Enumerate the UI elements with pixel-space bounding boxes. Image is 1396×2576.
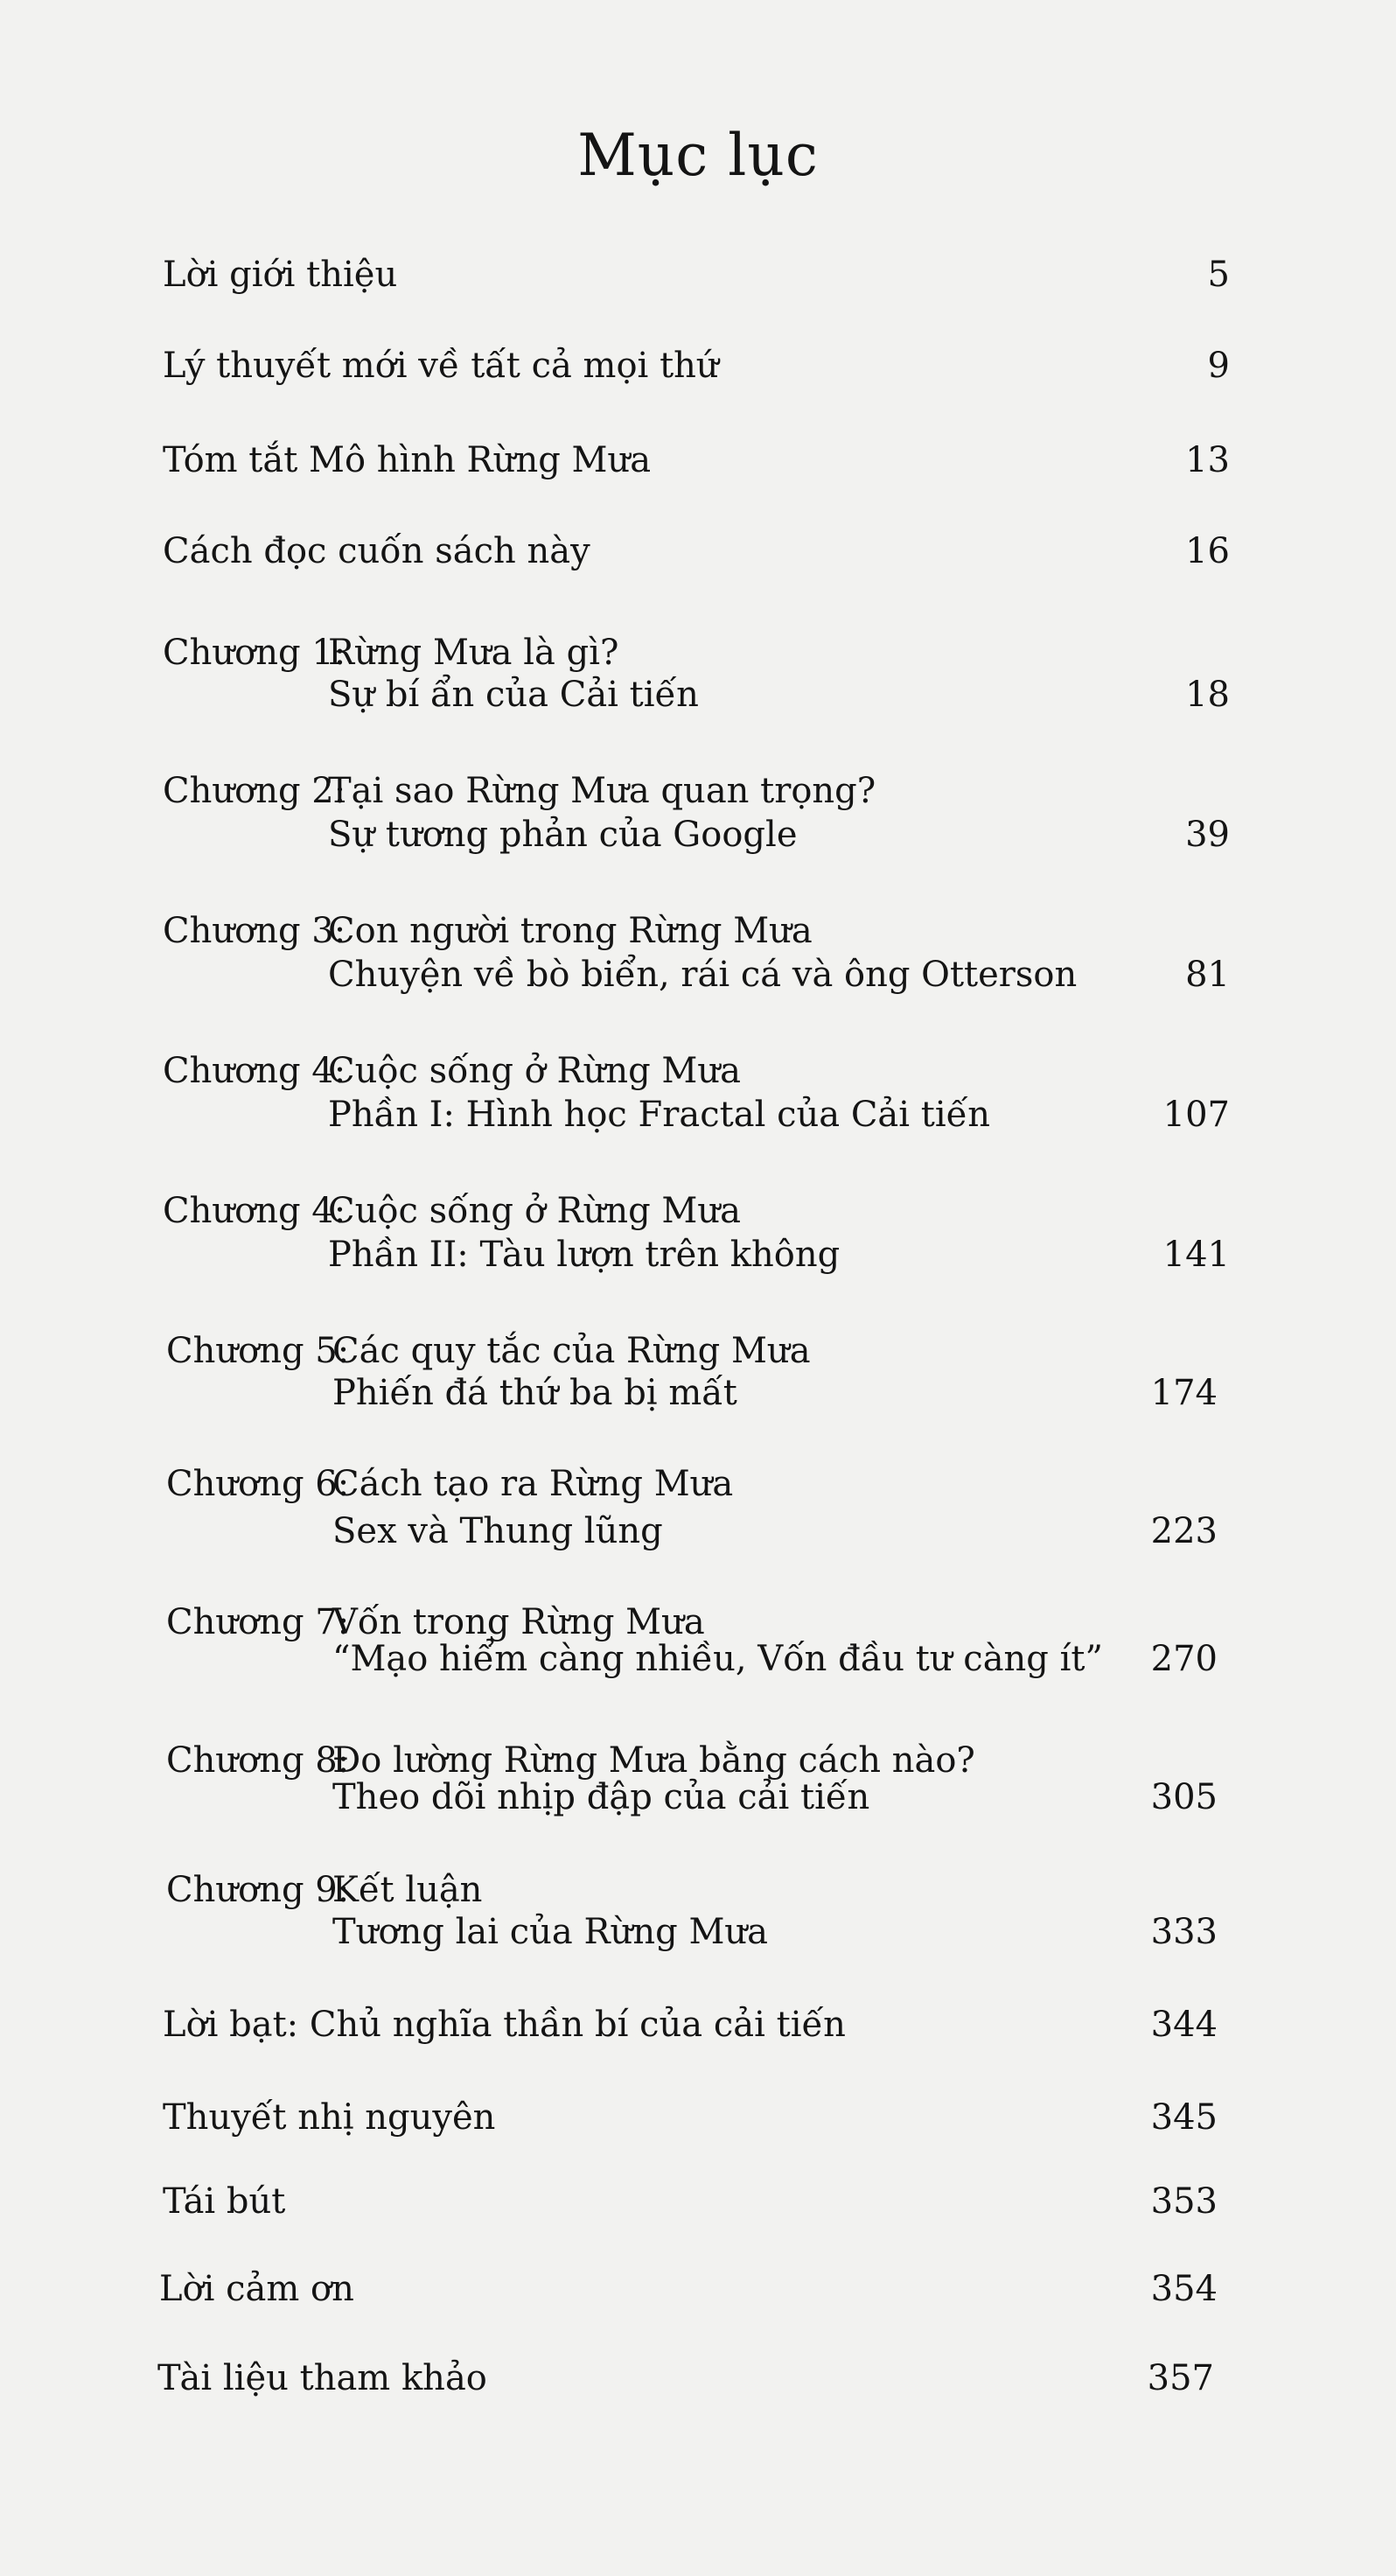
entry-page: 333 (1150, 1912, 1218, 1952)
entry-label: Cách đọc cuốn sách này (163, 531, 590, 571)
entry-page: 270 (1150, 1639, 1218, 1679)
chapter-title: Cách tạo ra Rừng Mưa (332, 1464, 734, 1504)
chapter-subtitle: Phiến đá thứ ba bị mất (332, 1373, 737, 1413)
chapter-subtitle: Theo dõi nhịp đập của cải tiến (332, 1777, 870, 1817)
entry-page: 81 (1185, 955, 1230, 995)
chapter-number: Chương 1: (163, 633, 346, 673)
chapter-subtitle: Tương lai của Rừng Mưa (332, 1912, 769, 1952)
page-title: Mục lục (577, 122, 819, 189)
chapter-title: Con người trong Rừng Mưa (328, 911, 813, 951)
entry-label: Thuyết nhị nguyên (163, 2097, 496, 2138)
chapter-subtitle: Chuyện về bò biển, rái cá và ông Otterson (328, 955, 1078, 995)
entry-page: 39 (1185, 815, 1230, 855)
chapter-subtitle: Sự bí ẩn của Cải tiến (328, 675, 699, 715)
entry-page: 223 (1150, 1511, 1218, 1551)
chapter-title: Rừng Mưa là gì? (328, 633, 619, 673)
entry-label: Tóm tắt Mô hình Rừng Mưa (163, 440, 652, 480)
chapter-subtitle: Sex và Thung lũng (332, 1511, 663, 1551)
entry-label: Lời giới thiệu (163, 255, 398, 295)
chapter-title: Đo lường Rừng Mưa bằng cách nào? (332, 1740, 975, 1781)
entry-label: Lý thuyết mới về tất cả mọi thứ (163, 346, 719, 386)
chapter-subtitle: Phần I: Hình học Fractal của Cải tiến (328, 1095, 991, 1135)
entry-page: 141 (1162, 1235, 1230, 1275)
chapter-number: Chương 6: (166, 1464, 350, 1504)
entry-page: 345 (1150, 2097, 1218, 2138)
entry-label: Tái bút (163, 2181, 286, 2222)
chapter-number: Chương 2: (163, 771, 346, 811)
entry-page: 357 (1147, 2358, 1214, 2398)
chapter-subtitle: “Mạo hiểm càng nhiều, Vốn đầu tư càng ít” (332, 1639, 1103, 1679)
entry-page: 18 (1185, 675, 1230, 715)
entry-page: 13 (1185, 440, 1230, 480)
entry-page: 9 (1207, 346, 1230, 386)
entry-page: 305 (1150, 1777, 1218, 1817)
entry-page: 5 (1207, 255, 1230, 295)
chapter-title: Kết luận (332, 1870, 483, 1910)
entry-page: 354 (1150, 2269, 1218, 2309)
entry-page: 344 (1150, 2005, 1218, 2045)
chapter-number: Chương 9: (166, 1870, 350, 1910)
entry-page: 174 (1150, 1373, 1218, 1413)
chapter-subtitle: Phần II: Tàu lượn trên không (328, 1235, 841, 1275)
entry-label: Lời cảm ơn (159, 2269, 354, 2309)
chapter-number: Chương 5: (166, 1331, 350, 1371)
entry-page: 353 (1150, 2181, 1218, 2222)
chapter-number: Chương 8: (166, 1740, 350, 1781)
entry-label: Lời bạt: Chủ nghĩa thần bí của cải tiến (163, 2005, 846, 2045)
chapter-number: Chương 7: (166, 1602, 350, 1642)
chapter-number: Chương 3: (163, 911, 346, 951)
chapter-title: Tại sao Rừng Mưa quan trọng? (328, 771, 876, 811)
chapter-number: Chương 4: (163, 1051, 346, 1091)
entry-label: Tài liệu tham khảo (157, 2358, 487, 2398)
entry-page: 107 (1162, 1095, 1230, 1135)
chapter-title: Vốn trong Rừng Mưa (332, 1602, 705, 1642)
entry-page: 16 (1185, 531, 1230, 571)
chapter-title: Cuộc sống ở Rừng Mưa (328, 1191, 741, 1231)
chapter-title: Các quy tắc của Rừng Mưa (332, 1331, 811, 1371)
chapter-subtitle: Sự tương phản của Google (328, 815, 798, 855)
chapter-title: Cuộc sống ở Rừng Mưa (328, 1051, 741, 1091)
chapter-number: Chương 4: (163, 1191, 346, 1231)
